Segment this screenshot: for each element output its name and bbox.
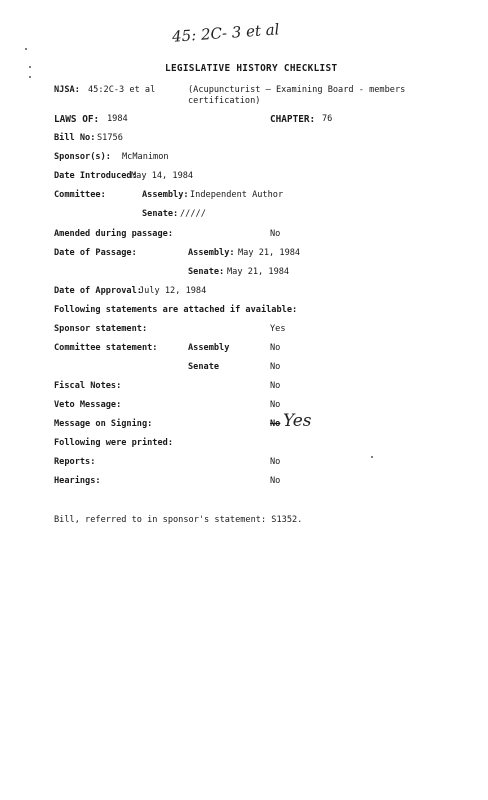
bill-no-label: Bill No: <box>54 133 96 143</box>
committee-senate-value: ///// <box>180 209 206 219</box>
margin-speck <box>371 456 373 458</box>
hearings-value: No <box>270 476 281 486</box>
footer-note: Bill, referred to in sponsor's statement: S1352. <box>54 515 303 525</box>
date-approval-label: Date of Approval: <box>54 286 142 296</box>
passage-senate-value: May 21, 1984 <box>227 267 290 277</box>
amended-label: Amended during passage: <box>54 229 173 239</box>
margin-speck <box>29 76 31 78</box>
cs-senate-label: Senate <box>188 362 220 372</box>
following-printed-heading: Following were printed: <box>54 438 173 448</box>
committee-senate-label: Senate: <box>142 209 179 219</box>
message-signing-struck-value: No <box>270 419 281 429</box>
njsa-description-line1: (Acupuncturist — Examining Board - members <box>188 85 406 95</box>
sponsors-label: Sponsor(s): <box>54 152 111 162</box>
passage-senate-label: Senate: <box>188 267 225 277</box>
date-passage-label: Date of Passage: <box>54 248 137 258</box>
committee-label: Committee: <box>54 190 106 200</box>
date-introduced-label: Date Introduced: <box>54 171 137 181</box>
veto-message-label: Veto Message: <box>54 400 122 410</box>
veto-message-value: No <box>270 400 281 410</box>
cs-senate-value: No <box>270 362 281 372</box>
bill-no-value: S1756 <box>97 133 123 143</box>
amended-value: No <box>270 229 281 239</box>
committee-assembly-value: Independent Author <box>190 190 284 200</box>
chapter-value: 76 <box>322 114 333 124</box>
fiscal-notes-value: No <box>270 381 281 391</box>
page-title: LEGISLATIVE HISTORY CHECKLIST <box>165 63 338 74</box>
handwritten-reference: 45: 2C- 3 et al <box>171 20 280 46</box>
cs-assembly-label: Assembly <box>188 343 230 353</box>
date-introduced-value: May 14, 1984 <box>131 171 194 181</box>
sponsor-statement-value: Yes <box>270 324 286 334</box>
message-signing-label: Message on Signing: <box>54 419 153 429</box>
fiscal-notes-label: Fiscal Notes: <box>54 381 122 391</box>
njsa-label: NJSA: <box>54 85 80 95</box>
sponsors-value: McManimon <box>122 152 169 162</box>
hearings-label: Hearings: <box>54 476 101 486</box>
njsa-description-line2: certification) <box>188 96 261 106</box>
njsa-value: 45:2C-3 et al <box>88 85 156 95</box>
cs-assembly-value: No <box>270 343 281 353</box>
sponsor-statement-label: Sponsor statement: <box>54 324 148 334</box>
committee-assembly-label: Assembly: <box>142 190 189 200</box>
reports-label: Reports: <box>54 457 96 467</box>
margin-speck <box>29 66 31 68</box>
date-approval-value: July 12, 1984 <box>139 286 207 296</box>
reports-value: No <box>270 457 281 467</box>
passage-assembly-value: May 21, 1984 <box>238 248 301 258</box>
chapter-label: CHAPTER: <box>270 114 316 125</box>
passage-assembly-label: Assembly: <box>188 248 235 258</box>
laws-of-value: 1984 <box>107 114 128 124</box>
committee-statement-label: Committee statement: <box>54 343 158 353</box>
laws-of-label: LAWS OF: <box>54 114 100 125</box>
message-signing-handwritten-value: Yes <box>283 411 312 431</box>
margin-speck <box>25 48 27 50</box>
following-attached-heading: Following statements are attached if available: <box>54 305 298 315</box>
